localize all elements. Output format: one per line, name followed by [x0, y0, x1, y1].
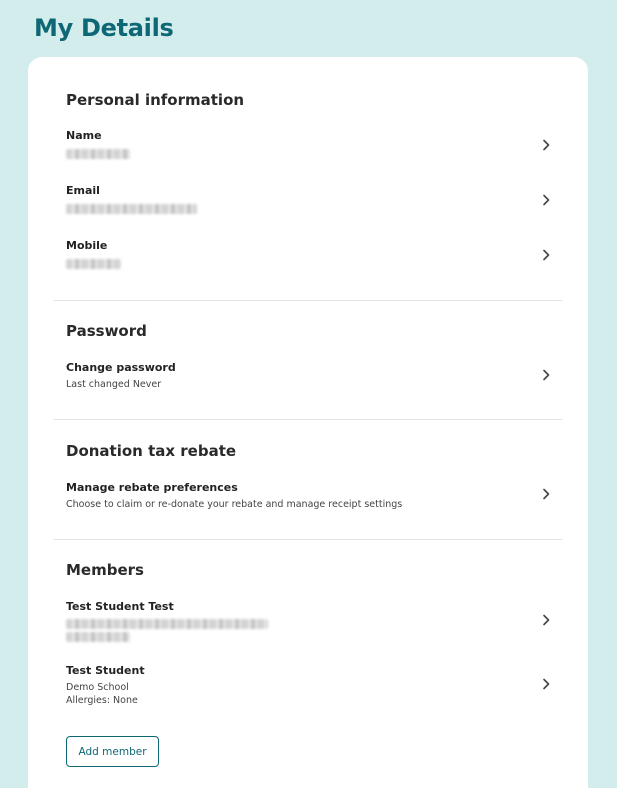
- section-title-personal: Personal information: [66, 91, 245, 109]
- mobile-label: Mobile: [66, 239, 108, 252]
- chevron-right-icon: [539, 193, 553, 207]
- chevron-right-icon: [539, 613, 553, 627]
- member-row-test-student[interactable]: [28, 664, 588, 714]
- mobile-value-redacted: [66, 259, 121, 269]
- section-title-members: Members: [66, 561, 144, 579]
- section-title-password: Password: [66, 322, 147, 340]
- page-title: My Details: [34, 14, 174, 42]
- member-row-test-student-test[interactable]: [28, 600, 588, 650]
- row-manage-rebate[interactable]: [28, 481, 588, 531]
- details-card: [28, 57, 588, 788]
- email-label: Email: [66, 184, 100, 197]
- row-mobile[interactable]: [28, 239, 588, 289]
- manage-rebate-label: Manage rebate preferences: [66, 481, 238, 494]
- member-name: Test Student Test: [66, 600, 174, 613]
- chevron-right-icon: [539, 487, 553, 501]
- chevron-right-icon: [539, 248, 553, 262]
- chevron-right-icon: [539, 368, 553, 382]
- chevron-right-icon: [539, 138, 553, 152]
- divider: [54, 419, 562, 420]
- chevron-right-icon: [539, 677, 553, 691]
- row-name[interactable]: [28, 129, 588, 179]
- member-name: Test Student: [66, 664, 145, 677]
- row-email[interactable]: [28, 184, 588, 234]
- name-value-redacted: [66, 149, 130, 159]
- row-change-password[interactable]: [28, 361, 588, 411]
- last-changed-text: Last changed Never: [66, 379, 162, 390]
- manage-rebate-description: Choose to claim or re-donate your rebate and manage receipt settings: [66, 499, 403, 510]
- member-school: Demo School: [66, 682, 129, 693]
- change-password-label: Change password: [66, 361, 176, 374]
- member-allergies: Allergies: None: [66, 695, 138, 706]
- member-details-redacted: [66, 632, 130, 642]
- member-school-redacted: [66, 619, 268, 629]
- email-value-redacted: [66, 204, 197, 214]
- name-label: Name: [66, 129, 102, 142]
- divider: [54, 300, 562, 301]
- divider: [54, 539, 562, 540]
- add-member-button[interactable]: Add member: [66, 736, 159, 767]
- section-title-donation: Donation tax rebate: [66, 442, 237, 460]
